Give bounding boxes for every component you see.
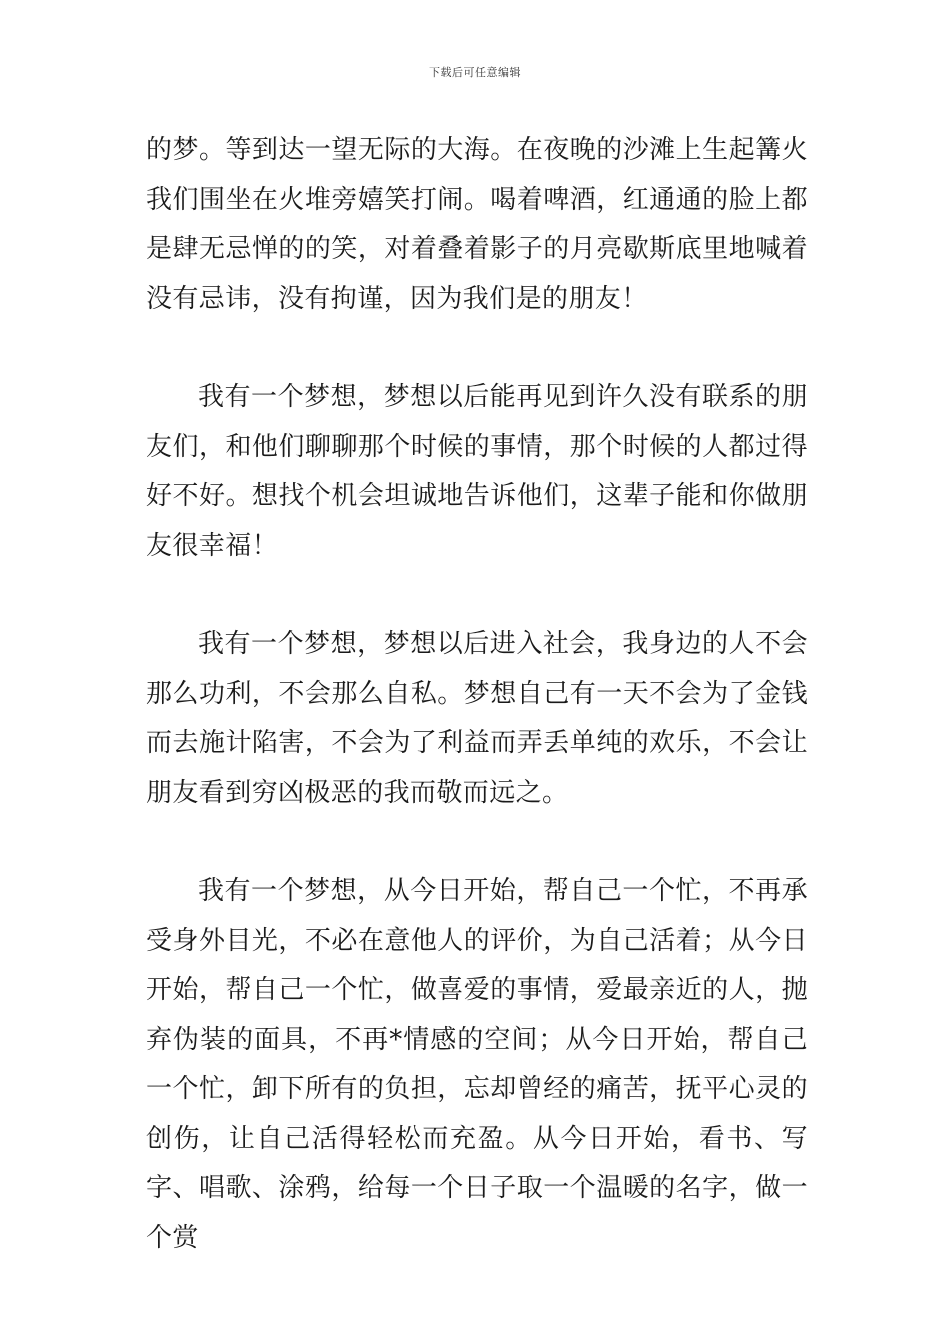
paragraph-2: 我有一个梦想，梦想以后能再见到许久没有联系的朋友们，和他们聊聊那个时候的事情，那个时候的人都过得好不好。想找个机会坦诚地告诉他们，这辈子能和你做朋友很幸福！ [146, 382, 808, 561]
paragraph-gap [146, 818, 808, 867]
paragraph-3: 我有一个梦想，梦想以后进入社会，我身边的人不会那么功利，不会那么自私。梦想自己有一天不会为了金钱而去施计陷害，不会为了利益而弄丢单纯的欢乐，不会让朋友看到穷凶极恶的我而敬而远之。 [146, 629, 808, 808]
paragraph-1: 的梦。等到达一望无际的大海。在夜晚的沙滩上生起篝火我们围坐在火堆旁嬉笑打闹。喝着啤酒，红通通的脸上都是肆无忌惮的的笑，对着叠着影子的月亮歇斯底里地喊着没有忌讳，没有拘谨，因为我们是的朋友！ [146, 135, 808, 314]
page-header-note: 下载后可任意编辑 [429, 66, 521, 79]
document-body [146, 126, 808, 1263]
paragraph-gap [146, 324, 808, 373]
paragraph-4: 我有一个梦想，从今日开始，帮自己一个忙，不再承受身外目光，不必在意他人的评价，为自己活着；从今日开始，帮自己一个忙，做喜爱的事情，爱最亲近的人，抛弃伪装的面具，不再*情感的空间；从今日开始，帮自己一个忙，卸下所有的负担，忘却曾经的痛苦，抚平心灵的创伤，让自己活得轻松而充盈。从今日开始，看书、写字、唱歌、涂鸦，给每一个日子取一个温暖的名字，做一个赏 [146, 876, 808, 1253]
paragraph-gap [146, 571, 808, 620]
